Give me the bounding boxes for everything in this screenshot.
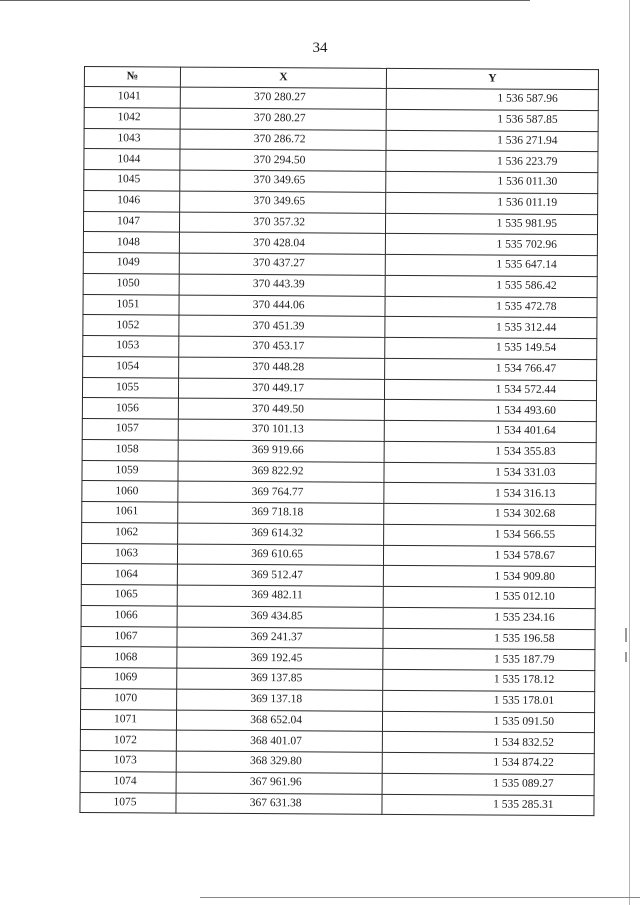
- coordinates-table-container: [79, 66, 598, 816]
- cell-x: 370 443.39: [179, 274, 385, 296]
- cell-number: 1063: [81, 543, 177, 564]
- cell-y: 1 534 401.64: [384, 420, 596, 442]
- cell-number: 1062: [82, 522, 178, 543]
- cell-x: 370 428.04: [179, 232, 385, 254]
- cell-number: 1052: [83, 315, 179, 336]
- cell-number: 1064: [81, 564, 177, 585]
- cell-number: 1042: [84, 107, 180, 128]
- cell-number: 1072: [80, 730, 176, 751]
- cell-y: 1 534 493.60: [384, 400, 596, 422]
- scan-edge-right: [629, 0, 630, 905]
- cell-x: 370 349.65: [180, 170, 386, 192]
- cell-y: 1 536 011.30: [386, 171, 598, 193]
- cell-x: 369 434.85: [177, 606, 383, 628]
- cell-y: 1 536 271.94: [386, 130, 598, 152]
- cell-x: 369 919.66: [178, 440, 384, 462]
- cell-x: 369 137.85: [177, 668, 383, 690]
- cell-x: 370 280.27: [180, 87, 386, 109]
- cell-y: 1 534 355.83: [384, 441, 596, 463]
- cell-number: 1047: [83, 211, 179, 232]
- cell-y: 1 534 316.13: [384, 483, 596, 505]
- cell-y: 1 535 089.27: [382, 773, 594, 795]
- cell-y: 1 535 981.95: [385, 213, 597, 235]
- cell-x: 369 822.92: [178, 461, 384, 483]
- cell-y: 1 535 312.44: [385, 317, 597, 339]
- cell-y: 1 534 832.52: [382, 732, 594, 754]
- cell-x: 368 401.07: [176, 730, 382, 752]
- cell-x: 370 294.50: [180, 149, 386, 171]
- cell-x: 370 437.27: [179, 253, 385, 275]
- cell-x: 370 349.65: [180, 191, 386, 213]
- cell-x: 370 449.50: [178, 398, 384, 420]
- cell-number: 1045: [84, 170, 180, 191]
- cell-number: 1050: [83, 273, 179, 294]
- cell-y: 1 534 572.44: [384, 379, 596, 401]
- cell-number: 1073: [80, 750, 176, 771]
- cell-x: 370 101.13: [178, 419, 384, 441]
- cell-number: 1065: [81, 584, 177, 605]
- cell-number: 1058: [82, 439, 178, 460]
- scan-edge-top: [0, 0, 530, 1]
- cell-number: 1054: [83, 356, 179, 377]
- column-header-number: №: [84, 67, 180, 88]
- cell-number: 1049: [83, 252, 179, 273]
- cell-x: 370 357.32: [179, 212, 385, 234]
- coordinates-table: [79, 66, 599, 816]
- cell-number: 1041: [84, 87, 180, 108]
- cell-x: 370 451.39: [179, 315, 385, 337]
- cell-x: 367 961.96: [176, 772, 382, 794]
- cell-x: 369 610.65: [177, 544, 383, 566]
- cell-number: 1059: [82, 460, 178, 481]
- cell-y: 1 535 149.54: [385, 337, 597, 359]
- cell-y: 1 535 196.58: [383, 628, 595, 650]
- cell-x: 370 449.17: [178, 378, 384, 400]
- cell-x: 369 241.37: [177, 627, 383, 649]
- cell-x: 369 482.11: [177, 585, 383, 607]
- cell-y: 1 535 187.79: [383, 649, 595, 671]
- cell-y: 1 536 587.85: [386, 109, 598, 131]
- cell-y: 1 534 909.80: [383, 566, 595, 588]
- cell-y: 1 535 285.31: [382, 794, 594, 816]
- cell-x: 369 512.47: [177, 564, 383, 586]
- cell-y: 1 535 234.16: [383, 607, 595, 629]
- cell-number: 1046: [84, 190, 180, 211]
- cell-x: 369 614.32: [178, 523, 384, 545]
- page-number: 34: [312, 40, 328, 56]
- table-body: [80, 87, 598, 816]
- cell-y: 1 535 586.42: [385, 275, 597, 297]
- cell-y: 1 534 766.47: [385, 358, 597, 380]
- cell-number: 1074: [80, 771, 176, 792]
- cell-y: 1 536 011.19: [386, 192, 598, 214]
- scan-mark: [625, 628, 627, 642]
- cell-y: 1 534 566.55: [384, 524, 596, 546]
- cell-y: 1 535 178.01: [383, 690, 595, 712]
- cell-number: 1075: [80, 792, 176, 813]
- cell-x: 369 718.18: [178, 502, 384, 524]
- cell-x: 370 453.17: [179, 336, 385, 358]
- cell-y: 1 535 178.12: [383, 669, 595, 691]
- cell-number: 1044: [84, 149, 180, 170]
- cell-y: 1 536 587.96: [386, 88, 598, 110]
- cell-number: 1056: [82, 398, 178, 419]
- cell-y: 1 535 647.14: [385, 254, 597, 276]
- cell-x: 370 286.72: [180, 129, 386, 151]
- cell-y: 1 535 472.78: [385, 296, 597, 318]
- cell-number: 1060: [82, 481, 178, 502]
- cell-x: 369 137.18: [177, 689, 383, 711]
- cell-x: 370 448.28: [179, 357, 385, 379]
- cell-number: 1055: [82, 377, 178, 398]
- scan-edge-bottom: [200, 897, 640, 898]
- column-header-x: X: [180, 67, 386, 88]
- cell-number: 1048: [83, 232, 179, 253]
- cell-number: 1053: [83, 335, 179, 356]
- cell-x: 369 192.45: [177, 647, 383, 669]
- cell-x: 369 764.77: [178, 481, 384, 503]
- cell-y: 1 535 091.50: [382, 711, 594, 733]
- cell-number: 1043: [84, 128, 180, 149]
- cell-number: 1067: [81, 626, 177, 647]
- cell-number: 1057: [82, 418, 178, 439]
- cell-y: 1 534 874.22: [382, 752, 594, 774]
- cell-y: 1 535 012.10: [383, 586, 595, 608]
- cell-x: 370 280.27: [180, 108, 386, 130]
- cell-number: 1051: [83, 294, 179, 315]
- scan-mark: [625, 652, 627, 662]
- cell-x: 368 329.80: [176, 751, 382, 773]
- cell-number: 1070: [81, 688, 177, 709]
- cell-y: 1 536 223.79: [386, 151, 598, 173]
- cell-number: 1069: [81, 667, 177, 688]
- cell-x: 368 652.04: [176, 710, 382, 732]
- cell-number: 1068: [81, 647, 177, 668]
- cell-x: 367 631.38: [176, 793, 382, 815]
- table-row: [80, 792, 594, 816]
- cell-number: 1071: [80, 709, 176, 730]
- cell-y: 1 534 302.68: [384, 503, 596, 525]
- cell-number: 1061: [82, 501, 178, 522]
- cell-y: 1 535 702.96: [385, 234, 597, 256]
- cell-y: 1 534 578.67: [383, 545, 595, 567]
- cell-y: 1 534 331.03: [384, 462, 596, 484]
- cell-number: 1066: [81, 605, 177, 626]
- cell-x: 370 444.06: [179, 295, 385, 317]
- column-header-y: Y: [386, 68, 598, 89]
